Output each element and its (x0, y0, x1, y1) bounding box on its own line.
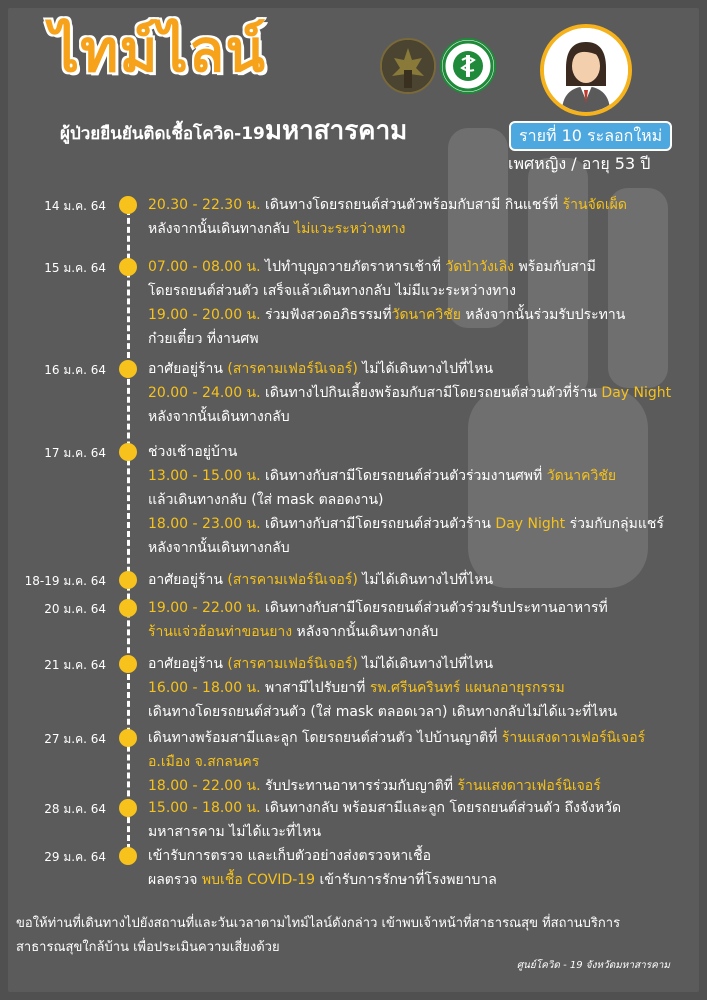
timeline-line-text (148, 536, 696, 560)
highlighted-text: ร้านจัดเผ็ด (562, 197, 627, 213)
highlighted-text: ร้านแจ่วฮ้อนท่าขอนยาง (148, 624, 293, 640)
province-name: มหาสารคาม (264, 116, 408, 146)
plain-text: เดินทางกับสามีโดยรถยนต์ส่วนตัวร่วมรับประทานอาหารที่ (260, 600, 608, 616)
timeline-entry-text (148, 596, 696, 644)
timeline-date: 28 ม.ค. 64 (44, 802, 106, 816)
plain-text: ช่วงเช้าอยู่บ้าน (148, 444, 238, 460)
plain-text: เดินทางโดยรถยนต์ส่วนตัว (ใส่ mask ตลอดเวลา) เดินทางกลับไม่ได้แวะที่ไหน (148, 704, 618, 720)
timeline-date: 21 ม.ค. 64 (44, 658, 106, 672)
timeline-dot-icon (119, 599, 137, 617)
plain-text: ไม่ได้เดินทางไปที่ไหน (357, 361, 494, 377)
timeline-line-text (148, 440, 696, 464)
highlighted-text: 20.30 - 22.30 น. (148, 197, 261, 213)
timeline-dot-icon (119, 655, 137, 673)
patient-info: เพศหญิง / อายุ 53 ปี (508, 154, 651, 173)
highlighted-text: 18.00 - 22.00 น. (148, 778, 261, 794)
provincial-seal-icon (380, 38, 436, 94)
highlighted-text: 13.00 - 15.00 น. (148, 468, 261, 484)
timeline-dot-icon (119, 847, 137, 865)
timeline-entry-text (148, 357, 696, 429)
timeline-line-text (148, 676, 696, 700)
timeline-line-text (148, 774, 696, 798)
highlighted-text: ร้านแสงดาวเฟอร์นิเจอร์ (501, 730, 646, 746)
timeline-dot-icon (119, 799, 137, 817)
timeline-date: 14 ม.ค. 64 (44, 199, 106, 213)
timeline-entry-text (148, 568, 696, 592)
timeline-line (127, 200, 130, 850)
timeline-date: 17 ม.ค. 64 (44, 446, 106, 460)
subtitle (60, 110, 407, 151)
highlighted-text: อ.เมือง จ.สกลนคร (148, 754, 260, 770)
timeline-date: 18-19 ม.ค. 64 (24, 574, 106, 588)
plain-text: ไม่ได้เดินทางไปที่ไหน (357, 656, 494, 672)
case-badge: รายที่ 10 ระลอกใหม่ (509, 121, 672, 151)
footer-notice: ขอให้ท่านที่เดินทางไปยังสถานที่และวันเวลาตามไทม์ไลน์ดังกล่าว เข้าพบเจ้าหน้าที่สาธารณสุข ที่สถานบริการสาธารณสุขใกล้บ้าน เพื่อประเมินความเสี่ยงด้วย (16, 916, 621, 955)
timeline-line-text (148, 796, 696, 820)
timeline-line-text (148, 193, 696, 217)
timeline-dot-icon (119, 360, 137, 378)
highlighted-text: ไม่แวะระหว่างทาง (294, 221, 406, 237)
timeline-line-text (148, 255, 696, 279)
timeline-line-text (148, 405, 696, 429)
timeline-line-text (148, 303, 696, 327)
plain-text: อาศัยอยู่ร้าน (148, 361, 228, 377)
plain-text: มหาสารคาม ไม่ได้แวะที่ไหน (148, 824, 322, 840)
page-title: ไทม์ไลน์ (50, 17, 266, 85)
timeline-date: 20 ม.ค. 64 (44, 602, 106, 616)
timeline-line-text (148, 844, 696, 868)
timeline-dot-icon (119, 443, 137, 461)
plain-text: หลังจากนั้นเดินทางกลับ (148, 540, 290, 556)
plain-text: หลังจากนั้นเดินทางกลับ (148, 409, 290, 425)
plain-text: พาสามีไปรับยาที่ (260, 680, 370, 696)
timeline-line-text (148, 726, 696, 750)
timeline-line-text (148, 700, 696, 724)
timeline-dot-icon (119, 571, 137, 589)
timeline-line-text (148, 279, 696, 303)
timeline-line-text (148, 820, 696, 844)
female-avatar-icon (540, 24, 632, 116)
highlighted-text: 07.00 - 08.00 น. (148, 259, 261, 275)
plain-text: เดินทางกับสามีโดยรถยนต์ส่วนตัวร่วมงานศพที่ (260, 468, 547, 484)
timeline-dot-icon (119, 729, 137, 747)
plain-text: ไม่ได้เดินทางไปที่ไหน (357, 572, 494, 588)
timeline-entry-text (148, 652, 696, 724)
timeline-date: 29 ม.ค. 64 (44, 850, 106, 864)
plain-text: หลังจากนั้นเดินทางกลับ (148, 221, 295, 237)
plain-text: ร่วมกับกลุ่มแชร์ (565, 516, 664, 532)
highlighted-text: 16.00 - 18.00 น. (148, 680, 261, 696)
plain-text: เดินทางกลับ พร้อมสามีและลูก โดยรถยนต์ส่วนตัว ถึงจังหวัด (260, 800, 622, 816)
timeline-line-text (148, 620, 696, 644)
poster-frame (8, 8, 699, 992)
highlighted-text: Day Night (601, 385, 672, 401)
timeline-entry-text (148, 844, 696, 892)
timeline-entry-text (148, 440, 696, 560)
highlighted-text: รพ.ศรีนครินทร์ แผนกอายุรกรรม (369, 680, 565, 696)
timeline-line-text (148, 652, 696, 676)
timeline-line-text (148, 512, 696, 536)
timeline-dot-icon (119, 258, 137, 276)
highlighted-text: 15.00 - 18.00 น. (148, 800, 261, 816)
highlighted-text: 19.00 - 22.00 น. (148, 600, 261, 616)
plain-text: อาศัยอยู่ร้าน (148, 572, 228, 588)
plain-text: พร้อมกับสามี (514, 259, 596, 275)
plain-text: เข้ารับการตรวจ และเก็บตัวอย่างส่งตรวจหาเชื้อ (148, 848, 431, 864)
timeline-entry-text (148, 726, 696, 798)
timeline-line-text (148, 488, 696, 512)
plain-text: โดยรถยนต์ส่วนตัว เสร็จแล้วเดินทางกลับ ไม่มีแวะระหว่างทาง (148, 283, 516, 299)
highlighted-text: วัดนาควิชัย (546, 468, 617, 484)
footer-credit: ศูนย์โควิด - 19 จังหวัดมหาสารคาม (516, 960, 670, 971)
highlighted-text: Day Night (495, 516, 566, 532)
plain-text: เดินทางพร้อมสามีและลูก โดยรถยนต์ส่วนตัว ไปบ้านญาติที่ (148, 730, 502, 746)
highlighted-text: (สารคามเฟอร์นิเจอร์) (227, 572, 358, 588)
plain-text: อาศัยอยู่ร้าน (148, 656, 228, 672)
timeline-line-text (148, 464, 696, 488)
timeline-date: 15 ม.ค. 64 (44, 261, 106, 275)
timeline-dot-icon (119, 196, 137, 214)
timeline-entry-text (148, 193, 696, 241)
highlighted-text: พบเชื้อ COVID-19 (201, 872, 316, 888)
highlighted-text: วัดป่าวังเลิง (445, 259, 515, 275)
timeline-line-text (148, 217, 696, 241)
plain-text: ก๋วยเตี๋ยว ที่งานศพ (148, 331, 259, 347)
highlighted-text: วัดนาควิชัย (391, 307, 461, 323)
plain-text: แล้วเดินทางกลับ (ใส่ mask ตลอดงาน) (148, 492, 384, 508)
timeline-line-text (148, 381, 696, 405)
highlighted-text: 19.00 - 20.00 น. (148, 307, 261, 323)
plain-text: หลังจากนั้นเดินทางกลับ (292, 624, 439, 640)
plain-text: เข้ารับการรักษาที่โรงพยาบาล (315, 872, 497, 888)
timeline-entry-text (148, 796, 696, 844)
plain-text: เดินทางไปกินเลี้ยงพร้อมกับสามีโดยรถยนต์ส่วนตัวที่ร้าน (260, 385, 602, 401)
ministry-of-public-health-logo-icon (440, 38, 496, 94)
plain-text: ร่วมฟังสวดอภิธรรมที่ (260, 307, 392, 323)
subtitle-text: ผู้ป่วยยืนยันติดเชื้อโควิด-19 (60, 124, 265, 144)
plain-text: ไปทำบุญถวายภัตราหารเช้าที่ (260, 259, 446, 275)
timeline-entry-text (148, 255, 696, 351)
plain-text: รับประทานอาหารร่วมกับญาติที่ (260, 778, 458, 794)
timeline-date: 16 ม.ค. 64 (44, 363, 106, 377)
highlighted-text: ร้านแสงดาวเฟอร์นิเจอร์ (457, 778, 601, 794)
plain-text: หลังจากนั้นร่วมรับประทาน (460, 307, 626, 323)
highlighted-text: (สารคามเฟอร์นิเจอร์) (227, 361, 358, 377)
plain-text: ผลตรวจ (148, 872, 202, 888)
timeline-date: 27 ม.ค. 64 (44, 732, 106, 746)
timeline-line-text (148, 868, 696, 892)
highlighted-text: 18.00 - 23.00 น. (148, 516, 261, 532)
timeline-line-text (148, 568, 696, 592)
highlighted-text: (สารคามเฟอร์นิเจอร์) (227, 656, 358, 672)
timeline-line-text (148, 596, 696, 620)
plain-text: เดินทางโดยรถยนต์ส่วนตัวพร้อมกับสามี กินแชร์ที่ (260, 197, 563, 213)
plain-text: เดินทางกับสามีโดยรถยนต์ส่วนตัวร้าน (260, 516, 496, 532)
timeline-line-text (148, 750, 696, 774)
timeline-line-text (148, 327, 696, 351)
highlighted-text: 20.00 - 24.00 น. (148, 385, 261, 401)
timeline-line-text (148, 357, 696, 381)
